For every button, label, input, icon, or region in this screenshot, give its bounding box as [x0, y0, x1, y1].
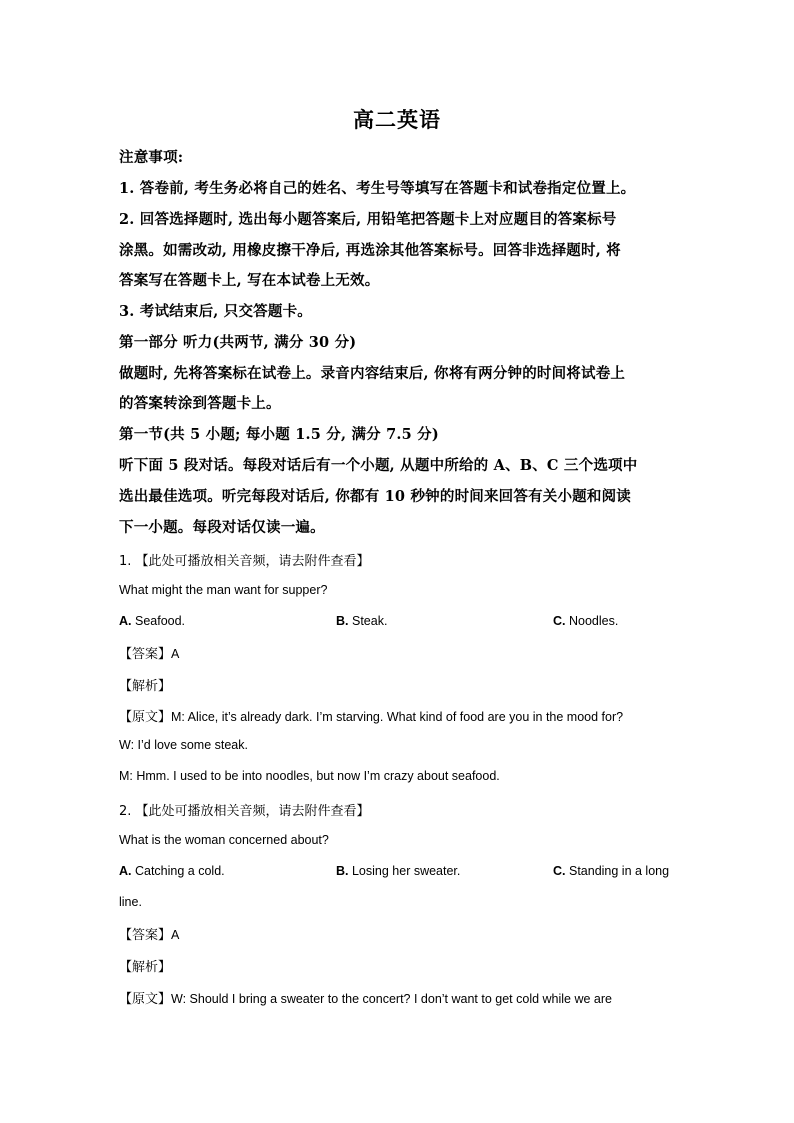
q1-transcript-text-1: M: Alice, it’s already dark. I’m starving. What kind of food are you in the mood for? — [171, 710, 624, 724]
q2-transcript-line-1 — [119, 988, 612, 1007]
section1-heading: 第一节(共 5 小题; 每小题 1.5 分, 满分 7.5 分) — [119, 426, 439, 443]
q1-option-c-text: Noodles. — [568, 614, 619, 628]
q2-audio-placeholder[interactable]: 2. 【此处可播放相关音频，请去附件查看】 — [119, 804, 370, 819]
q2-option-a-letter: A. — [119, 864, 132, 878]
q1-answer — [119, 643, 179, 662]
q2-option-a — [119, 864, 225, 878]
q1-question: What might the man want for supper? — [119, 583, 328, 597]
q2-option-c-text: Standing in a long — [568, 864, 670, 878]
notice-item-2-line-1: 2. 回答选择题时, 选出每小题答案后, 用铅笔把答题卡上对应题目的答案标号 — [119, 211, 617, 228]
q2-option-b-text: Losing her sweater. — [351, 864, 461, 878]
q1-transcript-line-3: M: Hmm. I used to be into noodles, but now I’m crazy about seafood. — [119, 769, 500, 783]
q2-option-b-letter: B. — [336, 864, 349, 878]
q1-option-a-text: Seafood. — [134, 614, 186, 628]
notice-item-1: 1. 答卷前, 考生务必将自己的姓名、考生号等填写在答题卡和试卷指定位置上。 — [119, 180, 636, 197]
section1-instruction-line-2: 选出最佳选项。听完每段对话后, 你都有 10 秒钟的时间来回答有关小题和阅读 — [119, 488, 631, 505]
q1-answer-label: 【答案】 — [119, 647, 172, 662]
q2-option-a-text: Catching a cold. — [134, 864, 225, 878]
part1-heading: 第一部分 听力(共两节, 满分 30 分) — [119, 334, 357, 351]
section1-instruction-line-1: 听下面 5 段对话。每段对话后有一个小题, 从题中所给的 A、B、C 三个选项中 — [119, 457, 638, 474]
q1-option-c — [553, 614, 618, 628]
q2-option-c-continued: line. — [119, 895, 142, 909]
q2-transcript-text-1: W: Should I bring a sweater to the concert? I don’t want to get cold while we are — [171, 992, 613, 1006]
q1-option-a-letter: A. — [119, 614, 132, 628]
part1-instruction-line-1: 做题时, 先将答案标在试卷上。录音内容结束后, 你将有两分钟的时间将试卷上 — [119, 365, 626, 382]
q2-question: What is the woman concerned about? — [119, 833, 329, 847]
q2-answer — [119, 924, 179, 943]
q1-option-c-letter: C. — [553, 614, 566, 628]
q2-original-label: 【原文】 — [119, 992, 172, 1007]
q1-analysis-label: 【解析】 — [119, 679, 172, 694]
q1-audio-placeholder[interactable]: 1. 【此处可播放相关音频，请去附件查看】 — [119, 554, 370, 569]
notice-heading: 注意事项: — [119, 149, 184, 166]
q1-option-b-letter: B. — [336, 614, 349, 628]
q2-option-c — [553, 864, 669, 878]
section1-instruction-line-3: 下一小题。每段对话仅读一遍。 — [119, 519, 325, 536]
q1-transcript-line-2: W: I’d love some steak. — [119, 738, 248, 752]
q2-answer-value: A — [171, 928, 180, 942]
notice-item-3: 3. 考试结束后, 只交答题卡。 — [119, 303, 312, 320]
q2-analysis-label: 【解析】 — [119, 960, 172, 975]
q1-answer-value: A — [171, 647, 180, 661]
part1-instruction-line-2: 的答案转涂到答题卡上。 — [119, 395, 281, 412]
notice-item-2-line-3: 答案写在答题卡上, 写在本试卷上无效。 — [119, 272, 380, 289]
page-title: 高二英语 — [353, 107, 441, 132]
q1-option-b — [336, 614, 387, 628]
notice-item-2-line-2: 涂黑。如需改动, 用橡皮擦干净后, 再选涂其他答案标号。回答非选择题时, 将 — [119, 242, 621, 259]
q2-option-c-letter: C. — [553, 864, 566, 878]
q2-option-b — [336, 864, 460, 878]
q1-transcript-line-1 — [119, 706, 623, 725]
q1-original-label: 【原文】 — [119, 710, 172, 725]
q2-answer-label: 【答案】 — [119, 928, 172, 943]
q1-option-b-text: Steak. — [351, 614, 388, 628]
q1-option-a — [119, 614, 185, 628]
